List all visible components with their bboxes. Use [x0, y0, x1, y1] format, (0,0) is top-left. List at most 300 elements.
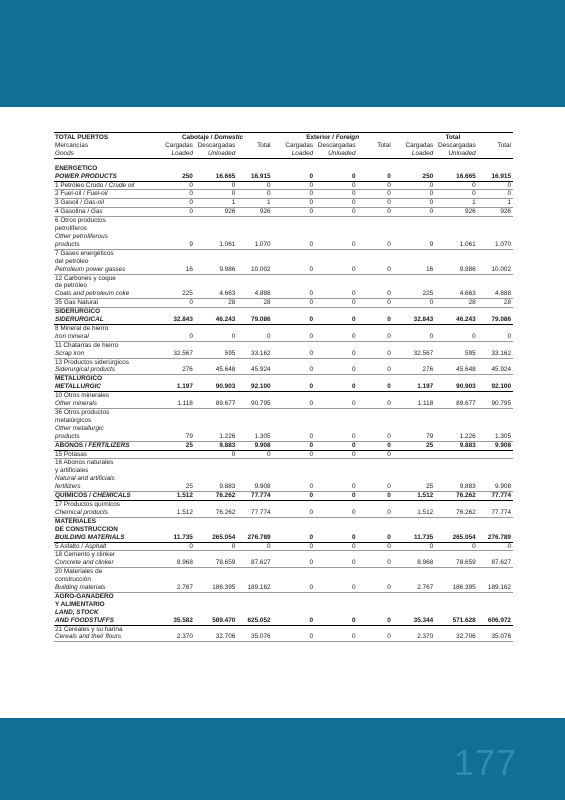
row-label: Building materials — [54, 584, 152, 592]
cell-value — [195, 425, 237, 433]
table-row — [54, 274, 513, 282]
table-row — [54, 190, 513, 199]
cell-value: 79.086 — [478, 316, 513, 324]
cell-value: 33.162 — [478, 350, 513, 358]
cell-value — [273, 417, 315, 425]
cell-value: 0 — [152, 208, 194, 217]
cell-value — [435, 576, 477, 584]
table-row — [54, 609, 513, 617]
cell-value — [273, 568, 315, 576]
row-label: 6 Otros productos — [55, 217, 106, 225]
cell-value — [273, 225, 315, 233]
cell-value — [237, 409, 272, 417]
cell-value — [315, 551, 357, 559]
cell-value: 1.118 — [393, 400, 435, 408]
row-label: 18 Cemento y clinker — [55, 551, 116, 559]
row-label: products — [54, 241, 152, 249]
cell-value — [435, 308, 477, 316]
table-row — [54, 633, 513, 641]
cell-value: 0 — [152, 542, 194, 551]
cell-value: 87.627 — [237, 559, 272, 567]
cell-value — [358, 308, 393, 316]
cell-value: 1.226 — [435, 433, 477, 441]
cell-value — [393, 592, 435, 600]
cell-value: 595 — [195, 350, 237, 358]
cell-value — [315, 417, 357, 425]
cell-value — [152, 592, 194, 600]
table-row — [54, 350, 513, 358]
cell-value: 1.512 — [152, 509, 194, 517]
cell-value — [393, 467, 435, 475]
cell-value — [237, 467, 272, 475]
cell-value — [435, 409, 477, 417]
cell-value: 10.002 — [237, 266, 272, 274]
cell-value — [478, 217, 513, 225]
cell-value: 9.986 — [435, 266, 477, 274]
table-row — [54, 208, 513, 217]
cell-value — [393, 568, 435, 576]
cell-value: 0 — [273, 181, 315, 190]
cell-value — [393, 417, 435, 425]
cell-value: 2.370 — [393, 633, 435, 641]
table-row — [54, 568, 513, 576]
cell-value: 10.002 — [478, 266, 513, 274]
row-label: construcción — [55, 576, 91, 584]
cell-value — [435, 568, 477, 576]
cell-value — [152, 324, 194, 332]
cell-value — [393, 500, 435, 508]
row-label: 8 Mineral de hierro — [55, 324, 109, 332]
cell-value — [315, 217, 357, 225]
cell-value — [435, 551, 477, 559]
cell-value: 76.262 — [195, 509, 237, 517]
cell-value — [195, 341, 237, 349]
cell-value — [358, 392, 393, 400]
group-header-total: Total — [393, 133, 513, 142]
cell-value — [152, 425, 194, 433]
cell-value — [195, 217, 237, 225]
cell-value — [393, 249, 435, 257]
cell-value: 0 — [273, 208, 315, 217]
cell-value — [435, 392, 477, 400]
cell-value — [435, 517, 477, 525]
cell-value — [237, 392, 272, 400]
header-loaded: Loaded — [152, 150, 194, 158]
cell-value: 276.789 — [237, 534, 272, 542]
cell-value — [435, 625, 477, 633]
cell-value — [435, 358, 477, 366]
cell-value — [435, 165, 477, 173]
table-row — [54, 217, 513, 225]
table-body — [54, 165, 513, 642]
row-label: Natural and artificials — [55, 475, 115, 483]
cell-value: 625.052 — [237, 617, 272, 625]
cell-value — [478, 249, 513, 257]
cell-value — [478, 576, 513, 584]
cell-value — [195, 358, 237, 366]
cell-value — [315, 392, 357, 400]
cell-value: 0 — [315, 584, 357, 592]
cell-value — [393, 282, 435, 290]
cell-value: 0 — [358, 534, 393, 542]
cell-value — [358, 576, 393, 584]
cell-value — [478, 274, 513, 282]
header-descargadas: Descargadas — [317, 141, 356, 149]
cell-value — [237, 358, 272, 366]
cell-value: 0 — [315, 534, 357, 542]
cell-value — [237, 165, 272, 173]
table-row — [54, 225, 513, 233]
row-label: Concrete and clinker — [54, 559, 152, 567]
cell-value — [152, 274, 194, 282]
cell-value — [478, 392, 513, 400]
cell-value: 0 — [315, 559, 357, 567]
cell-value: 35.076 — [478, 633, 513, 641]
cell-value — [273, 358, 315, 366]
cell-value: 79 — [393, 433, 435, 441]
cell-value: 35.344 — [393, 617, 435, 625]
cell-value — [358, 249, 393, 257]
cell-value: 0 — [273, 584, 315, 592]
cell-value: 0 — [315, 366, 357, 374]
cell-value — [315, 517, 357, 525]
table-row — [54, 517, 513, 525]
cell-value: 1 — [478, 199, 513, 208]
cell-value: 186.395 — [435, 584, 477, 592]
cell-value — [315, 526, 357, 534]
port-traffic-table — [54, 132, 513, 642]
cell-value — [478, 341, 513, 349]
cell-value — [195, 165, 237, 173]
cell-value — [315, 475, 357, 483]
cell-value: 32.567 — [152, 350, 194, 358]
header-row-spanish — [54, 142, 513, 150]
cell-value — [435, 282, 477, 290]
cell-value — [393, 475, 435, 483]
cell-value — [393, 358, 435, 366]
header-unloaded: Unloaded — [435, 150, 477, 158]
cell-value: 0 — [315, 299, 357, 308]
cell-value: 0 — [393, 190, 435, 199]
cell-value — [435, 324, 477, 332]
header-cargadas: Cargadas — [405, 141, 434, 149]
cell-value: 0 — [315, 350, 357, 358]
cell-value — [273, 308, 315, 316]
cell-value — [315, 576, 357, 584]
cell-value: 25 — [152, 441, 194, 450]
cell-value: 0 — [315, 241, 357, 249]
cell-value: 926 — [237, 208, 272, 217]
row-label: METALÚRGICO — [55, 375, 103, 383]
cell-value: 0 — [273, 241, 315, 249]
cell-value: 0 — [358, 181, 393, 190]
cell-value: 9 — [393, 241, 435, 249]
cell-value: 0 — [358, 366, 393, 374]
cell-value — [152, 282, 194, 290]
cell-value — [393, 308, 435, 316]
cell-value — [358, 568, 393, 576]
cell-value: 77.774 — [478, 509, 513, 517]
row-label: 16 Abonos naturales — [55, 459, 114, 467]
cell-value: 87.627 — [478, 559, 513, 567]
cell-value — [315, 375, 357, 383]
cell-value: 0 — [358, 350, 393, 358]
cell-value — [195, 551, 237, 559]
cell-value — [152, 609, 194, 617]
cell-value: 589.470 — [195, 617, 237, 625]
cell-value: 92.100 — [478, 383, 513, 391]
cell-value — [315, 592, 357, 600]
cell-value — [152, 392, 194, 400]
cell-value — [478, 375, 513, 383]
cell-value: 1 — [195, 199, 237, 208]
cell-value: 16.665 — [195, 173, 237, 181]
row-label: 21 Cereales y su harina — [55, 625, 123, 633]
cell-value — [478, 467, 513, 475]
cell-value — [237, 576, 272, 584]
row-label: AGRO-GANADERO — [55, 592, 114, 600]
cell-value — [152, 341, 194, 349]
cell-value — [273, 165, 315, 173]
cell-value — [273, 258, 315, 266]
cell-value — [358, 459, 393, 467]
cell-value: 0 — [358, 617, 393, 625]
cell-value: 45.648 — [195, 366, 237, 374]
cell-value — [315, 341, 357, 349]
cell-value: 16.665 — [435, 173, 477, 181]
cell-value: 45.648 — [435, 366, 477, 374]
cell-value: 0 — [393, 199, 435, 208]
cell-value — [273, 324, 315, 332]
row-label: 5 Asfalto / Asphalt — [54, 542, 152, 551]
cell-value — [478, 601, 513, 609]
table-row — [54, 617, 513, 625]
cell-value: 16.915 — [237, 173, 272, 181]
cell-value — [358, 601, 393, 609]
cell-value — [152, 568, 194, 576]
cell-value: 1.305 — [237, 433, 272, 441]
cell-value: 0 — [315, 333, 357, 341]
cell-value: 9.883 — [195, 441, 237, 450]
cell-value: 90.903 — [195, 383, 237, 391]
cell-value — [195, 568, 237, 576]
table-row — [54, 433, 513, 441]
cell-value: 0 — [315, 290, 357, 298]
cell-value: 9.986 — [195, 266, 237, 274]
cell-value: 1 — [435, 199, 477, 208]
cell-value: 0 — [315, 266, 357, 274]
cell-value — [315, 308, 357, 316]
cell-value: 595 — [435, 350, 477, 358]
cell-value — [393, 165, 435, 173]
cell-value — [393, 324, 435, 332]
cell-value — [358, 375, 393, 383]
row-label: Petroleum power gasses — [54, 266, 152, 274]
cell-value — [435, 258, 477, 266]
cell-value: 2.767 — [152, 584, 194, 592]
row-label: 20 Materiales de — [55, 568, 103, 576]
cell-value: 9.908 — [237, 441, 272, 450]
cell-value: 0 — [273, 450, 315, 459]
cell-value — [393, 526, 435, 534]
cell-value — [152, 233, 194, 241]
cell-value: 0 — [273, 492, 315, 501]
cell-value — [152, 258, 194, 266]
row-label: Other petroliferous — [55, 232, 108, 240]
cell-value: 0 — [358, 266, 393, 274]
cell-value — [237, 341, 272, 349]
cell-value — [237, 551, 272, 559]
cell-value: 250 — [152, 173, 194, 181]
cell-value — [273, 282, 315, 290]
cell-value — [358, 475, 393, 483]
cell-value: 606.972 — [478, 617, 513, 625]
cell-value: 0 — [315, 173, 357, 181]
table-row — [54, 375, 513, 383]
cell-value: 1.512 — [152, 492, 194, 501]
cell-value — [393, 225, 435, 233]
row-label: DE CONSTRUCCIÓN — [55, 525, 118, 533]
table-row — [54, 409, 513, 417]
row-label: 3 Gasoil / Gas-oil — [54, 199, 152, 208]
cell-value — [273, 592, 315, 600]
cell-value — [478, 358, 513, 366]
cell-value: 0 — [358, 492, 393, 501]
cell-value — [237, 459, 272, 467]
cell-value — [237, 217, 272, 225]
cell-value — [237, 233, 272, 241]
cell-value — [152, 375, 194, 383]
row-label: Other metallurgic — [55, 424, 104, 432]
header-descargadas: Descargadas — [197, 141, 236, 149]
cell-value — [237, 258, 272, 266]
cell-value: 0 — [195, 542, 237, 551]
table-row — [54, 450, 513, 459]
table-row — [54, 358, 513, 366]
cell-value — [358, 625, 393, 633]
cell-value: 0 — [152, 181, 194, 190]
cell-value — [315, 358, 357, 366]
cell-value: 0 — [358, 299, 393, 308]
cell-value — [358, 324, 393, 332]
cell-value: 9.883 — [195, 483, 237, 491]
table-row — [54, 417, 513, 425]
cell-value: 16.915 — [478, 173, 513, 181]
cell-value — [358, 609, 393, 617]
header-unloaded: Unloaded — [315, 150, 357, 158]
cell-value: 0 — [478, 190, 513, 199]
cell-value — [393, 625, 435, 633]
cell-value: 0 — [358, 208, 393, 217]
cell-value — [478, 225, 513, 233]
header-loaded: Loaded — [393, 150, 435, 158]
row-label: Y ALIMENTARIO — [55, 600, 105, 608]
cell-value — [478, 258, 513, 266]
cell-value: 0 — [273, 433, 315, 441]
cell-value — [237, 282, 272, 290]
cell-value: 0 — [358, 542, 393, 551]
table-row — [54, 299, 513, 308]
row-label: BUILDING MATERIALS — [54, 534, 152, 542]
cell-value — [273, 601, 315, 609]
cell-value — [358, 282, 393, 290]
cell-value: 33.162 — [237, 350, 272, 358]
row-label: petrolíferos — [55, 225, 87, 233]
cell-value — [237, 425, 272, 433]
cell-value — [152, 467, 194, 475]
header-total: Total — [257, 141, 271, 149]
cell-value — [273, 475, 315, 483]
cell-value: 0 — [273, 441, 315, 450]
table-row — [54, 542, 513, 551]
cell-value — [237, 324, 272, 332]
row-label: MATERIALES — [55, 517, 97, 525]
cell-value — [152, 308, 194, 316]
cell-value — [393, 341, 435, 349]
header-cargadas: Cargadas — [285, 141, 314, 149]
cell-value: 45.924 — [237, 366, 272, 374]
header-total: Total — [497, 141, 511, 149]
cell-value: 4.663 — [195, 290, 237, 298]
cell-value — [195, 392, 237, 400]
cell-value: 926 — [435, 208, 477, 217]
cell-value: 32.706 — [435, 633, 477, 641]
cell-value: 0 — [273, 633, 315, 641]
row-label: 36 Otros productos — [55, 409, 110, 416]
row-label: ABONOS / FERTILIZERS — [54, 441, 152, 450]
cell-value — [237, 375, 272, 383]
row-label: 2 Fuel-oil / Fuel-oil — [54, 190, 152, 199]
cell-value — [358, 592, 393, 600]
table-row — [54, 592, 513, 600]
cell-value: 0 — [358, 400, 393, 408]
cell-value: 0 — [358, 199, 393, 208]
cell-value: 0 — [315, 509, 357, 517]
table-row — [54, 509, 513, 517]
table-row — [54, 601, 513, 609]
cell-value: 25 — [152, 483, 194, 491]
group-header-foreign: Exterior / Foreign — [273, 133, 393, 142]
cell-value — [358, 225, 393, 233]
table-row — [54, 551, 513, 559]
cell-value: 8.968 — [393, 559, 435, 567]
cell-value — [435, 467, 477, 475]
cell-value — [435, 526, 477, 534]
table-row — [54, 324, 513, 332]
cell-value — [315, 165, 357, 173]
cell-value — [237, 475, 272, 483]
cell-value: 0 — [358, 383, 393, 391]
cell-value: 0 — [393, 208, 435, 217]
cell-value: 0 — [273, 350, 315, 358]
row-label: fertilizers — [54, 483, 152, 491]
cell-value — [195, 475, 237, 483]
cell-value — [478, 568, 513, 576]
cell-value — [195, 517, 237, 525]
table-row — [54, 526, 513, 534]
cell-value — [273, 517, 315, 525]
cell-value: 276.789 — [478, 534, 513, 542]
cell-value — [195, 609, 237, 617]
table-row — [54, 383, 513, 391]
cell-value — [315, 233, 357, 241]
cell-value — [478, 609, 513, 617]
cell-value — [435, 341, 477, 349]
row-label: POWER PRODUCTS — [54, 173, 152, 181]
table-row — [54, 165, 513, 173]
row-label: Iron mineral — [54, 333, 152, 341]
cell-value — [393, 375, 435, 383]
